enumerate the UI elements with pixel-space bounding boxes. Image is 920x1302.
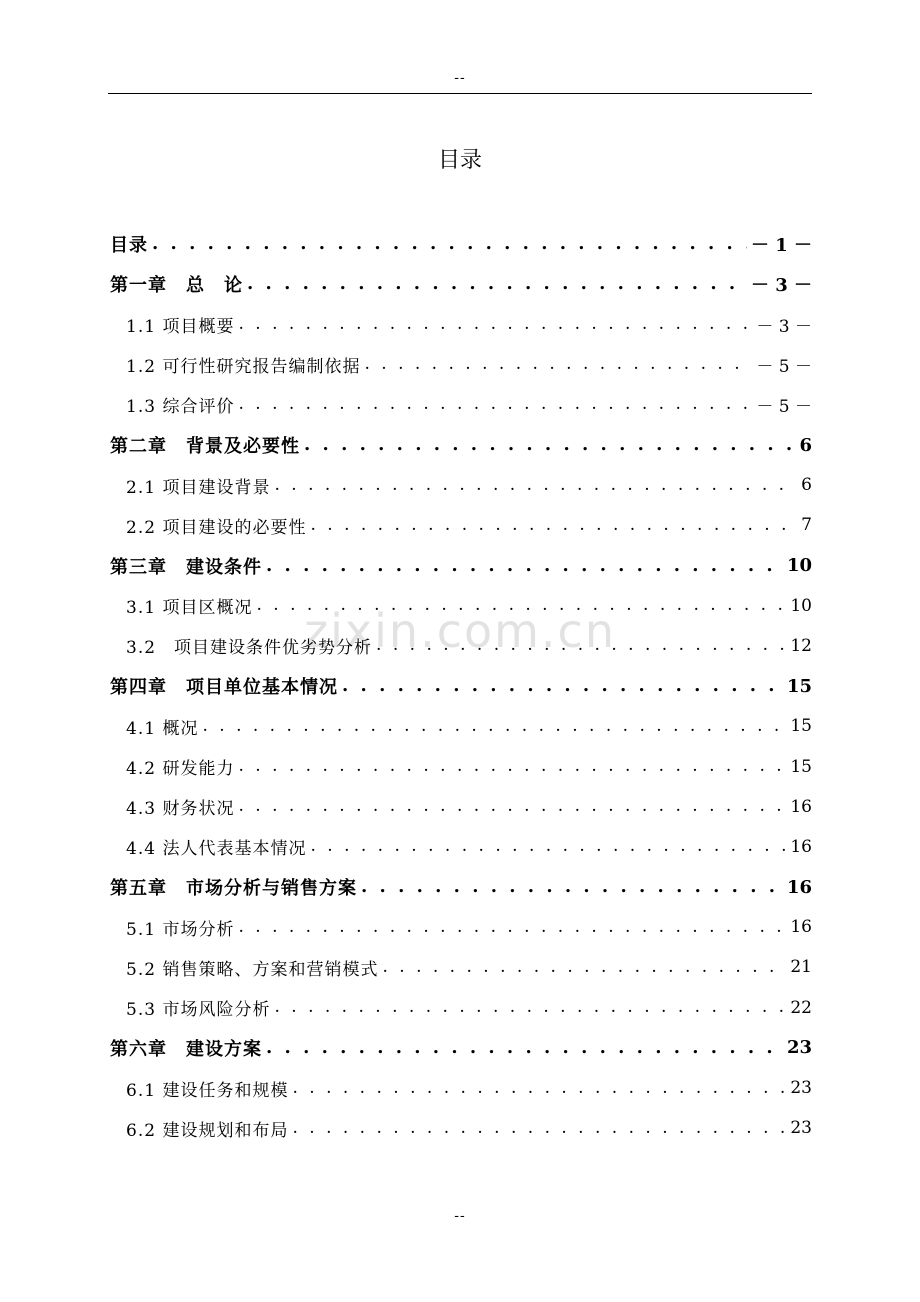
toc-entry-label: 1.1 项目概要 xyxy=(126,316,235,337)
toc-page-number: 15 xyxy=(790,756,812,777)
toc-chapter-entry[interactable] xyxy=(110,1028,812,1068)
toc-dot-leader xyxy=(202,718,786,735)
toc-dot-leader xyxy=(292,1080,786,1097)
toc-section-entry[interactable] xyxy=(110,706,812,746)
toc-page-number: 16 xyxy=(786,876,812,898)
toc-section-entry[interactable] xyxy=(110,385,812,425)
toc-page-number: 23 xyxy=(786,1037,812,1059)
toc-dot-leader xyxy=(342,677,783,695)
toc-entry-label: 5.3 市场风险分析 xyxy=(126,1000,271,1021)
toc-entry-label: 第二章 背景及必要性 xyxy=(110,436,300,458)
toc-section-entry[interactable] xyxy=(110,626,812,666)
toc-dot-leader xyxy=(238,316,752,333)
toc-page-number: － 5 － xyxy=(756,397,812,418)
toc-section-entry[interactable] xyxy=(110,988,812,1028)
toc-dot-leader xyxy=(382,959,786,976)
toc-entry-label: 6.1 建设任务和规模 xyxy=(126,1080,289,1101)
toc-chapter-entry[interactable] xyxy=(110,867,812,907)
toc-page-number: 7 xyxy=(801,515,812,536)
toc-section-entry[interactable] xyxy=(110,1108,812,1148)
toc-page-number: 23 xyxy=(790,1118,812,1139)
toc-entry-label: 3.2 项目建设条件优劣势分析 xyxy=(126,638,373,659)
toc-page-number: 10 xyxy=(790,595,812,616)
toc-page-number: － 3 － xyxy=(756,316,812,337)
toc-entry-label: 6.2 建设规划和布局 xyxy=(126,1120,289,1141)
toc-dot-leader xyxy=(238,396,752,413)
toc-section-entry[interactable] xyxy=(110,787,812,827)
toc-section-entry[interactable] xyxy=(110,746,812,786)
toc-chapter-entry[interactable] xyxy=(110,224,812,264)
page-footer-mark: -- xyxy=(454,1208,466,1224)
toc-page-number: － 5 － xyxy=(756,357,812,378)
toc-entry-label: 3.1 项目区概况 xyxy=(126,598,253,619)
toc-page-number: 21 xyxy=(790,957,812,978)
toc-entry-label: 5.1 市场分析 xyxy=(126,919,235,940)
toc-entry-label: 4.1 概况 xyxy=(126,718,199,739)
toc-dot-leader xyxy=(292,1120,786,1137)
toc-section-entry[interactable] xyxy=(110,465,812,505)
toc-entry-label: 1.3 综合评价 xyxy=(126,397,235,418)
toc-dot-leader xyxy=(310,517,797,534)
toc-entry-label: 1.2 可行性研究报告编制依据 xyxy=(126,357,361,378)
toc-dot-leader xyxy=(266,1039,783,1057)
toc-page-number: 22 xyxy=(790,997,812,1018)
toc-entry-label: 第四章 项目单位基本情况 xyxy=(110,677,338,699)
toc-dot-leader xyxy=(256,597,786,614)
toc-section-entry[interactable] xyxy=(110,947,812,987)
toc-dot-leader xyxy=(304,436,795,454)
toc-section-entry[interactable] xyxy=(110,907,812,947)
toc-entry-label: 第六章 建设方案 xyxy=(110,1038,262,1060)
toc-page-number: 15 xyxy=(786,675,812,697)
toc-chapter-entry[interactable] xyxy=(110,425,812,465)
toc-entry-label: 4.2 研发能力 xyxy=(126,759,235,780)
toc-dot-leader xyxy=(266,557,783,575)
toc-entry-label: 目录 xyxy=(110,235,148,257)
toc-page-number: 12 xyxy=(790,635,812,656)
document-title: 目录 xyxy=(437,148,482,173)
toc-page-number: 6 xyxy=(799,434,812,456)
toc-page-number: 15 xyxy=(790,716,812,737)
toc-chapter-entry[interactable] xyxy=(110,666,812,706)
toc-chapter-entry[interactable] xyxy=(110,264,812,304)
watermark: zixin.com.cn xyxy=(303,604,617,658)
toc-section-entry[interactable] xyxy=(110,827,812,867)
toc-section-entry[interactable] xyxy=(110,586,812,626)
toc-page-number: 16 xyxy=(790,917,812,938)
toc-page-number: 10 xyxy=(786,555,812,577)
toc-dot-leader xyxy=(152,235,747,253)
header-divider xyxy=(108,93,812,94)
toc-dot-leader xyxy=(238,758,786,775)
toc-section-entry[interactable] xyxy=(110,345,812,385)
toc-section-entry[interactable] xyxy=(110,1068,812,1108)
toc-entry-label: 第五章 市场分析与销售方案 xyxy=(110,878,357,900)
toc-entry-label: 第三章 建设条件 xyxy=(110,556,262,578)
toc-page-number: － 1 － xyxy=(750,235,812,257)
toc-dot-leader xyxy=(361,878,783,896)
toc-page-number: 16 xyxy=(790,836,812,857)
toc-page-number: 6 xyxy=(801,475,812,496)
toc-page-number: 16 xyxy=(790,796,812,817)
toc-dot-leader xyxy=(376,637,786,654)
toc-entry-label: 5.2 销售策略、方案和营销模式 xyxy=(126,959,379,980)
toc-section-entry[interactable] xyxy=(110,304,812,344)
toc-dot-leader xyxy=(310,838,786,855)
toc-entry-label: 2.1 项目建设背景 xyxy=(126,477,271,498)
toc-dot-leader xyxy=(247,275,747,293)
toc-dot-leader xyxy=(274,477,797,494)
toc-page-number: － 3 － xyxy=(750,275,812,297)
toc-section-entry[interactable] xyxy=(110,505,812,545)
toc-entry-label: 第一章 总 论 xyxy=(110,275,243,297)
toc-dot-leader xyxy=(238,919,786,936)
toc-entry-label: 4.3 财务状况 xyxy=(126,799,235,820)
toc-chapter-entry[interactable] xyxy=(110,546,812,586)
table-of-contents xyxy=(110,224,812,1148)
toc-entry-label: 2.2 项目建设的必要性 xyxy=(126,517,307,538)
toc-entry-label: 4.4 法人代表基本情况 xyxy=(126,839,307,860)
toc-dot-leader xyxy=(364,356,752,373)
toc-dot-leader xyxy=(238,798,786,815)
toc-page-number: 23 xyxy=(790,1078,812,1099)
toc-dot-leader xyxy=(274,999,786,1016)
page-header-mark: -- xyxy=(454,70,466,86)
